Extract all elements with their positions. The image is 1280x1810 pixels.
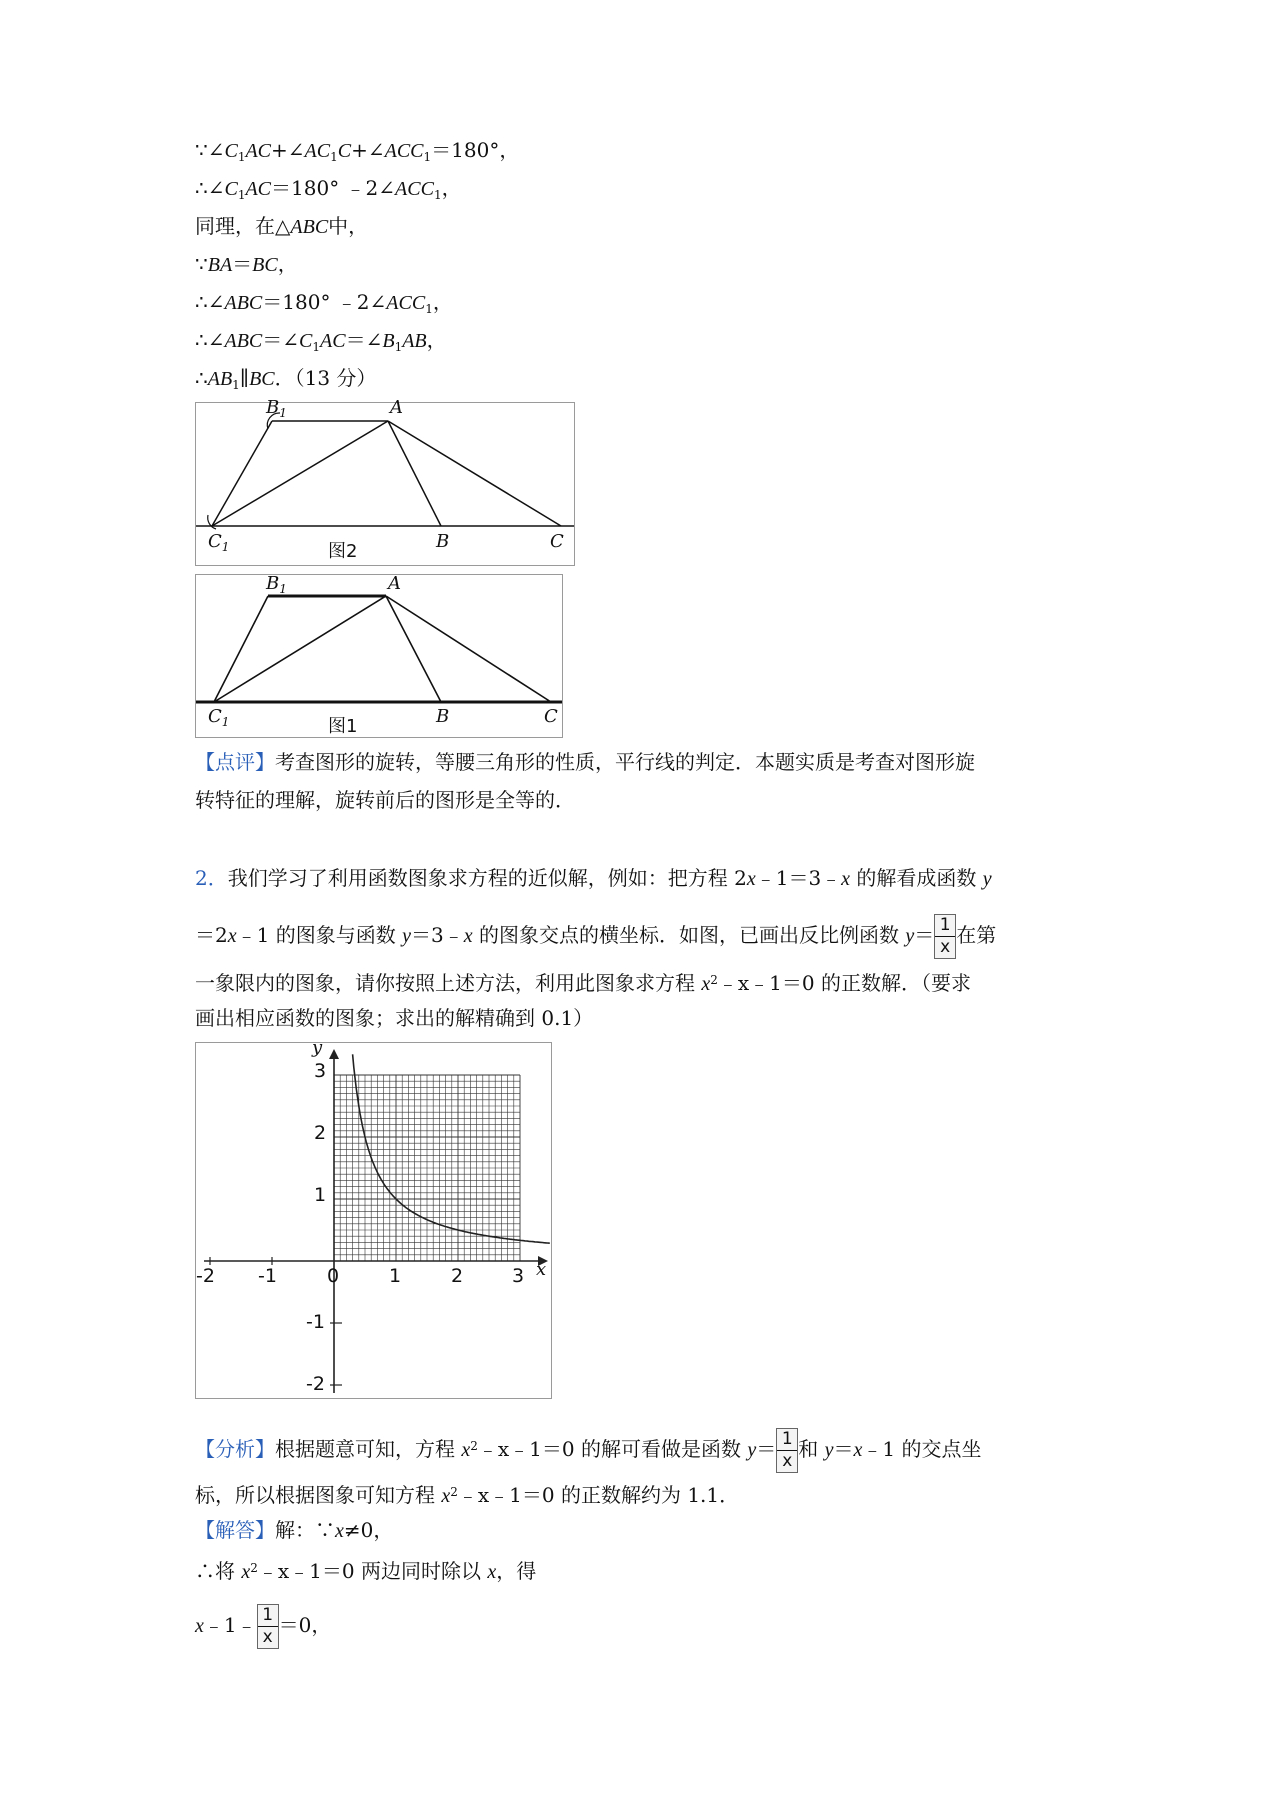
x-tick-label: 1 [389, 1265, 402, 1287]
label-c1: $C_1$ [208, 531, 230, 554]
label-a: A [388, 573, 401, 594]
label-c: C [544, 706, 558, 727]
proof-line-1: $\because\angle C_1AC+\angle AC_1C+\angle ACC_1=180^\circ$， [195, 138, 520, 164]
answer-tag: 【解答】 [195, 1518, 275, 1542]
x-tick-label: 3 [512, 1265, 525, 1287]
fraction-1-over-x: $\frac{1}{x}$ [257, 1604, 279, 1649]
label-b: B [436, 531, 450, 552]
x-tick-label: 2 [451, 1265, 464, 1287]
graph-drawing [196, 1043, 551, 1398]
proof-line-6: $\therefore\angle ABC=\angle C_1AC=\angle B_1AB$， [195, 328, 447, 354]
proof-line-5: ∴∠ABC＝180° $﹣2\angle ACC_1$， [195, 290, 453, 316]
y-axis-arrow [329, 1049, 339, 1059]
figure-1-drawing [196, 575, 562, 737]
question-2-line-2: ＝2x﹣1 的图象与函数 y＝3﹣x 的图象交点的横坐标．如图，已画出反比例函数 y＝ $\frac{1}{x}$ 在第 [195, 915, 997, 957]
y-axis-label: y [312, 1037, 323, 1058]
analysis-line-2: 标，所以根据图象可知方程 $x^2﹣x﹣1=0$ 的正数解约为 1.1． [195, 1483, 740, 1507]
y-tick-label: 1 [314, 1184, 327, 1206]
x-axis-label: x [536, 1259, 547, 1280]
figure-1-caption: 图1 [328, 716, 358, 737]
fraction-1-over-x: $\frac{1}{x}$ [776, 1428, 798, 1473]
x-tick-label: 0 [327, 1265, 340, 1287]
y-tick-label: 3 [314, 1060, 327, 1082]
function-graph [195, 1037, 552, 1399]
x-tick-label: -1 [258, 1265, 277, 1287]
proof-line-2: $\therefore\angle C_1AC=180^\circ$ $﹣2\angle ACC_1$， [195, 176, 462, 202]
label-b1: $B_1$ [266, 573, 287, 596]
question-2-line-1: 2．我们学习了利用函数图象求方程的近似解，例如：把方程 2x﹣1＝3﹣x 的解看成函数 y [195, 866, 992, 890]
question-2-line-4: 画出相应函数的图象；求出的解精确到 0.1） [195, 1006, 594, 1030]
y-tick-label: -2 [306, 1373, 325, 1395]
answer-line-1: 【解答】解：∵x≠0， [195, 1518, 394, 1542]
question-number: 2． [195, 866, 228, 890]
y-tick-label: -1 [306, 1311, 325, 1333]
figure-2 [195, 397, 575, 566]
proof-line-3: 同理，在△ABC中， [195, 214, 369, 238]
label-c1: $C_1$ [208, 706, 230, 729]
answer-line-3: x﹣1﹣ $\frac{1}{x}$ ＝0， [195, 1605, 332, 1647]
figure-1 [195, 574, 563, 738]
analysis-tag: 【分析】 [195, 1437, 275, 1461]
label-b: B [436, 706, 450, 727]
x-tick-label: -2 [196, 1265, 215, 1287]
answer-line-2: ∴将 $x^2﹣x﹣1=0$ 两边同时除以 x，得 [195, 1559, 537, 1583]
y-tick-label: 2 [314, 1122, 327, 1144]
review-line-1: 【点评】考查图形的旋转，等腰三角形的性质，平行线的判定．本题实质是考查对图形旋 [195, 750, 975, 774]
label-a: A [390, 397, 403, 418]
review-line-2: 转特征的理解，旋转前后的图形是全等的． [195, 788, 575, 812]
figure-2-caption: 图2 [328, 541, 358, 562]
proof-line-7: $\therefore AB_1\parallel BC$．（13 分） [195, 366, 377, 392]
label-c: C [550, 531, 564, 552]
analysis-line-1: 【分析】根据题意可知，方程 $x^2﹣x﹣1=0$ 的解可看做是函数 y＝ $\frac{1}{x}$ 和 y＝x﹣1 的交点坐 [195, 1429, 982, 1471]
figure-2-drawing [196, 403, 574, 565]
proof-line-4: ∵BA＝BC， [195, 252, 298, 276]
review-tag: 【点评】 [195, 750, 275, 774]
question-2-line-3: 一象限内的图象，请你按照上述方法，利用此图象求方程 $x^2﹣x﹣1=0$ 的正数解．（要求 [195, 971, 971, 995]
fraction-1-over-x: $\frac{1}{x}$ [934, 914, 956, 959]
label-b1: $B_1$ [266, 397, 287, 420]
